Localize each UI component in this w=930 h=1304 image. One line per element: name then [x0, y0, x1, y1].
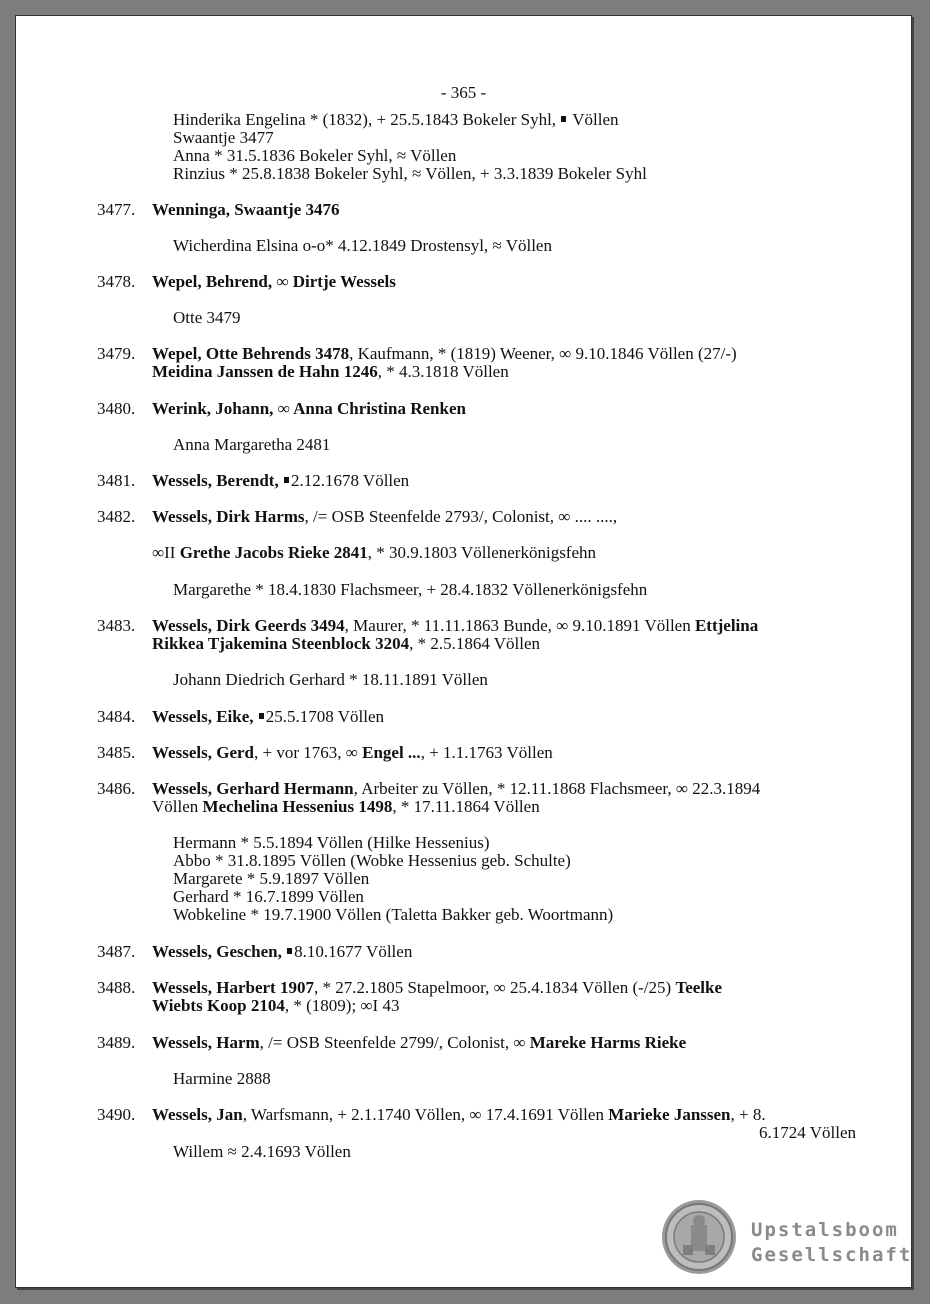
- document-page: [15, 15, 912, 1288]
- intro-line: Anna * 31.5.1836 Bokeler Syhl, ≈ Völlen: [173, 146, 457, 165]
- entry-number: 3485.: [97, 743, 136, 762]
- entry-heading: Wessels, Gerhard Hermann, Arbeiter zu Völlen, * 12.11.1868 Flachsmeer, ∞ 22.3.1894: [152, 779, 761, 798]
- entry-number: 3477.: [97, 200, 136, 219]
- child-line: Harmine 2888: [173, 1069, 271, 1088]
- child-line: Otte 3479: [173, 308, 241, 327]
- logo-text-line2: Gesellschaft: [751, 1244, 913, 1266]
- entry-number: 3490.: [97, 1105, 136, 1124]
- child-line: Margarete * 5.9.1897 Völlen: [173, 869, 370, 888]
- burial-square-icon: [284, 477, 289, 483]
- entry-heading: Wepel, Behrend, ∞ Dirtje Wessels: [152, 272, 396, 291]
- entry-continuation: Rikkea Tjakemina Steenblock 3204, * 2.5.1864 Völlen: [152, 634, 541, 653]
- burial-square-icon: [561, 116, 566, 122]
- entry-number: 3489.: [97, 1033, 136, 1052]
- child-line: Wicherdina Elsina o-o* 4.12.1849 Drostensyl, ≈ Völlen: [173, 236, 552, 255]
- page-number: - 365 -: [440, 83, 487, 102]
- entry-heading: Wessels, Dirk Geerds 3494, Maurer, * 11.11.1863 Bunde, ∞ 9.10.1891 Völlen Ettjelina: [152, 616, 759, 635]
- entry-heading: Wessels, Geschen, 8.10.1677 Völlen: [152, 942, 413, 961]
- intro-line: Hinderika Engelina * (1832), + 25.5.1843 Bokeler Syhl, Völlen: [173, 110, 619, 129]
- child-line: Johann Diedrich Gerhard * 18.11.1891 Völlen: [173, 670, 488, 689]
- seal-icon: [661, 1199, 737, 1275]
- entry-heading: Wessels, Berendt, 2.12.1678 Völlen: [152, 471, 410, 490]
- entry-heading: Wessels, Dirk Harms, /= OSB Steenfelde 2793/, Colonist, ∞ .... ....,: [152, 507, 618, 526]
- entry-continuation: Wiebts Koop 2104, * (1809); ∞I 43: [152, 996, 400, 1015]
- intro-line: Rinzius * 25.8.1838 Bokeler Syhl, ≈ Völlen, + 3.3.1839 Bokeler Syhl: [173, 164, 647, 183]
- second-marriage-line: ∞II Grethe Jacobs Rieke 2841, * 30.9.1803 Völlenerkönigsfehn: [152, 543, 597, 562]
- child-line: Willem ≈ 2.4.1693 Völlen: [173, 1142, 351, 1161]
- entry-number: 3481.: [97, 471, 136, 490]
- child-line: Hermann * 5.5.1894 Völlen (Hilke Hessenius): [173, 833, 490, 852]
- entry-number: 3479.: [97, 344, 136, 363]
- entry-number: 3482.: [97, 507, 136, 526]
- intro-line: Swaantje 3477: [173, 128, 274, 147]
- child-line: Abbo * 31.8.1895 Völlen (Wobke Hessenius geb. Schulte): [173, 851, 571, 870]
- entry-number: 3478.: [97, 272, 136, 291]
- logo-text-line1: Upstalsboom: [751, 1219, 899, 1241]
- entry-heading: Wessels, Harbert 1907, * 27.2.1805 Stapelmoor, ∞ 25.4.1834 Völlen (-/25) Teelke: [152, 978, 723, 997]
- entry-heading: Wessels, Harm, /= OSB Steenfelde 2799/, Colonist, ∞ Mareke Harms Rieke: [152, 1033, 687, 1052]
- burial-square-icon: [259, 713, 264, 719]
- entry-number: 3488.: [97, 978, 136, 997]
- child-line: Gerhard * 16.7.1899 Völlen: [173, 887, 364, 906]
- entry-continuation: 6.1724 Völlen: [759, 1123, 856, 1142]
- entry-number: 3483.: [97, 616, 136, 635]
- entry-continuation: Meidina Janssen de Hahn 1246, * 4.3.1818 Völlen: [152, 362, 509, 381]
- entry-heading: Wessels, Jan, Warfsmann, + 2.1.1740 Völlen, ∞ 17.4.1691 Völlen Marieke Janssen, + 8.: [152, 1105, 766, 1124]
- entry-heading: Wepel, Otte Behrends 3478, Kaufmann, * (1819) Weener, ∞ 9.10.1846 Völlen (27/-): [152, 344, 737, 363]
- entry-number: 3480.: [97, 399, 136, 418]
- entry-number: 3484.: [97, 707, 136, 726]
- child-line: Margarethe * 18.4.1830 Flachsmeer, + 28.4.1832 Völlenerkönigsfehn: [173, 580, 648, 599]
- burial-square-icon: [287, 948, 292, 954]
- entry-number: 3487.: [97, 942, 136, 961]
- entry-heading: Wessels, Eike, 25.5.1708 Völlen: [152, 707, 385, 726]
- entry-heading: Wessels, Gerd, + vor 1763, ∞ Engel ..., + 1.1.1763 Völlen: [152, 743, 553, 762]
- entry-heading: Wenninga, Swaantje 3476: [152, 200, 340, 219]
- entry-number: 3486.: [97, 779, 136, 798]
- child-line: Anna Margaretha 2481: [173, 435, 331, 454]
- entry-continuation: Völlen Mechelina Hessenius 1498, * 17.11.1864 Völlen: [152, 797, 540, 816]
- entry-heading: Werink, Johann, ∞ Anna Christina Renken: [152, 399, 466, 418]
- child-line: Wobkeline * 19.7.1900 Völlen (Taletta Bakker geb. Woortmann): [173, 905, 614, 924]
